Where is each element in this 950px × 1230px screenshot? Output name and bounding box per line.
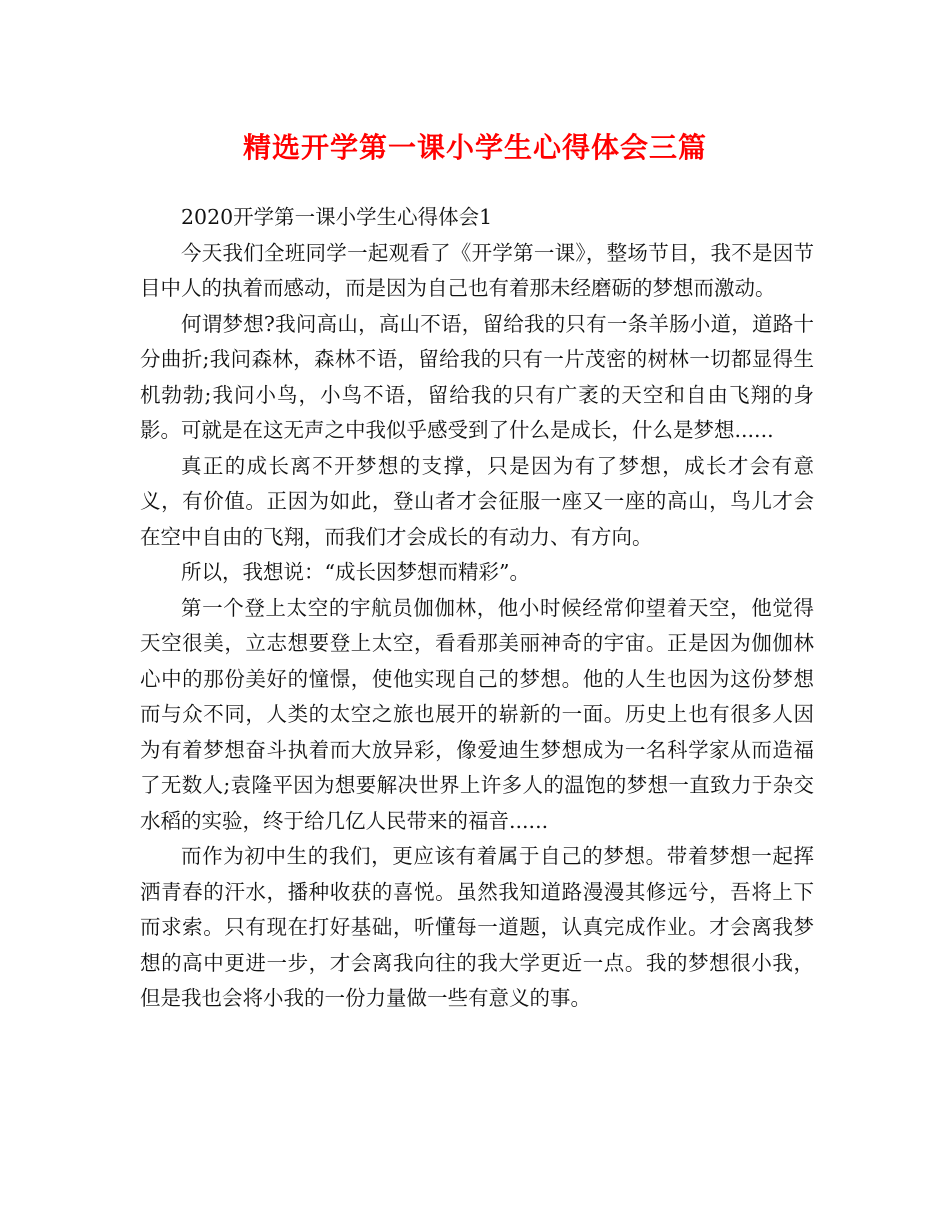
paragraph: 所以，我想说：“成长因梦想而精彩”。 <box>181 560 530 584</box>
document-body <box>140 200 814 1017</box>
paragraph-heading: 2020开学第一课小学生心得体会1 <box>181 205 493 229</box>
paragraph: 第一个登上太空的宇航员伽伽林，他小时候经常仰望着天空，他觉得天空很美，立志想要登上太空，看看那美丽神奇的宇宙。正是因为伽伽林心中的那份美好的憧憬，使他实现自己的梦想。他的人生也因为这份梦想而与众不同，人类的太空之旅也展开的崭新的一面。历史上也有很多人因为有着梦想奋斗执着而大放异彩，像爱迪生梦想成为一名科学家从而造福了无数人;袁隆平因为想要解决世界上许多人的温饱的梦想一直致力于杂交水稻的实验，终于给几亿人民带来的福音...... <box>140 595 814 833</box>
paragraph: 而作为初中生的我们，更应该有着属于自己的梦想。带着梦想一起挥洒青春的汗水，播种收获的喜悦。虽然我知道路漫漫其修远兮，吾将上下而求索。只有现在打好基础，听懂每一道题，认真完成作业。才会离我梦想的高中更进一步，才会离我向往的我大学更近一点。我的梦想很小我，但是我也会将小我的一份力量做一些有意义的事。 <box>140 844 814 1010</box>
paragraph: 何谓梦想?我问高山，高山不语，留给我的只有一条羊肠小道，道路十分曲折;我问森林，森林不语，留给我的只有一片茂密的树林一切都显得生机勃勃;我问小鸟，小鸟不语，留给我的只有广袤的天空和自由飞翔的身影。可就是在这无声之中我似乎感受到了什么是成长，什么是梦想...... <box>140 311 814 442</box>
paragraph: 今天我们全班同学一起观看了《开学第一课》，整场节目，我不是因节目中人的执着而感动，而是因为自己也有着那未经磨砺的梦想而激动。 <box>140 240 814 300</box>
paragraph: 真正的成长离不开梦想的支撑，只是因为有了梦想，成长才会有意义，有价值。正因为如此，登山者才会征服一座又一座的高山，鸟儿才会在空中自由的飞翔，而我们才会成长的有动力、有方向。 <box>140 453 814 549</box>
page-title: 精选开学第一课小学生心得体会三篇 <box>242 131 707 164</box>
